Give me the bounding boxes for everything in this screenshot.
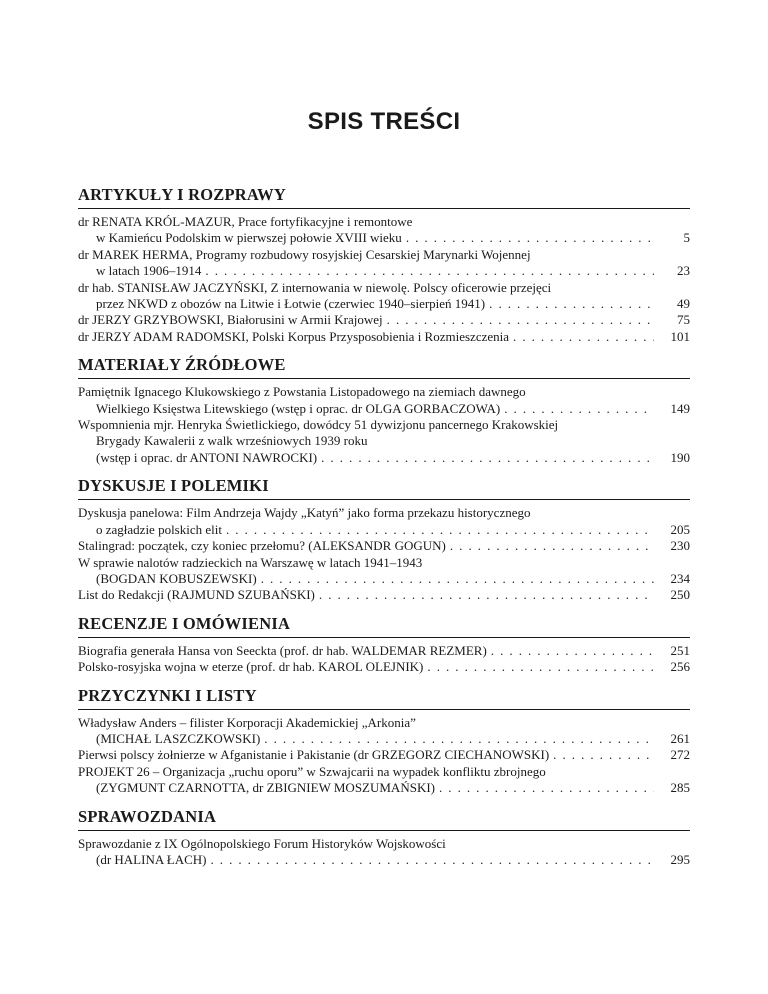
dot-leader [210, 852, 654, 868]
page-number: 250 [670, 587, 690, 603]
entry-title-line: Wspomnienia mjr. Henryka Świetlickiego, dowódcy 51 dywizjonu pancernego Krakowskiej [78, 417, 559, 433]
entry-title-line: W sprawie nalotów radzieckich na Warszawę w latach 1941–1943 [78, 554, 423, 570]
page-number: 101 [670, 328, 690, 344]
page-number: 5 [683, 230, 690, 246]
dot-leader [491, 643, 654, 659]
toc-entry[interactable] [78, 247, 690, 280]
entry-title-line: Stalingrad: początek, czy koniec przełomu? (ALEKSANDR GOGUN) [78, 538, 446, 554]
dot-leader [321, 450, 654, 466]
toc-section [78, 615, 690, 676]
section-heading: SPRAWOZDANIA [78, 808, 690, 831]
toc-entry[interactable] [78, 417, 690, 466]
page-number: 23 [677, 263, 690, 279]
dot-leader [439, 780, 654, 796]
toc-entry[interactable] [78, 312, 690, 328]
entry-title-line: dr MAREK HERMA, Programy rozbudowy rosyjskiej Cesarskiej Marynarki Wojennej [78, 246, 531, 262]
toc-entry[interactable] [78, 764, 690, 797]
section-heading: ARTYKUŁY I ROZPRAWY [78, 186, 690, 209]
dot-leader [504, 401, 654, 417]
entry-title-line: przez NKWD z obozów na Litwie i Łotwie (czerwiec 1940–sierpień 1941) [96, 296, 486, 312]
entry-title-line: w latach 1906–1914 [96, 263, 202, 279]
page-number: 285 [670, 780, 690, 796]
entry-title-line: w Kamieńcu Podolskim w pierwszej połowie XVIII wieku [96, 230, 402, 246]
entry-title-line: Polsko-rosyjska wojna w eterze (prof. dr hab. KAROL OLEJNIK) [78, 659, 424, 675]
entry-title-line: Władysław Anders – filister Korporacji Akademickiej „Arkonia” [78, 714, 416, 730]
dot-leader [387, 312, 654, 328]
dot-leader [513, 329, 654, 345]
toc-entry[interactable] [78, 505, 690, 538]
toc-entry[interactable] [78, 715, 690, 748]
dot-leader [450, 538, 654, 554]
toc-entry[interactable] [78, 836, 690, 869]
dot-leader [553, 747, 654, 763]
dot-leader [264, 731, 654, 747]
entry-title-line: Dyskusja panelowa: Film Andrzeja Wajdy „Katyń” jako forma przekazu historycznego [78, 505, 531, 521]
entry-title-line: PROJEKT 26 – Organizacja „ruchu oporu” w Szwajcarii na wypadek konfliktu zbrojnego [78, 763, 546, 779]
entry-title-line: (dr HALINA ŁACH) [96, 851, 207, 867]
entry-title-line: dr RENATA KRÓL-MAZUR, Prace fortyfikacyjne i remontowe [78, 214, 413, 229]
dot-leader [226, 522, 654, 538]
entry-title-line: Biografia generała Hansa von Seeckta (prof. dr hab. WALDEMAR REZMER) [78, 642, 487, 658]
toc-entry[interactable] [78, 659, 690, 675]
toc-section [78, 356, 690, 466]
entry-title-line: Sprawozdanie z IX Ogólnopolskiego Forum Historyków Wojskowości [78, 835, 446, 851]
dot-leader [427, 659, 654, 675]
entry-title-line: Wielkiego Księstwa Litewskiego (wstęp i oprac. dr OLGA GORBACZOWA) [96, 400, 501, 416]
entry-title-line: dr JERZY ADAM RADOMSKI, Polski Korpus Przysposobienia i Rozmieszczenia [78, 328, 510, 344]
entry-title-line: List do Redakcji (RAJMUND SZUBAŃSKI) [78, 587, 315, 603]
toc-entry[interactable] [78, 214, 690, 247]
entry-title-line: Brygady Kawalerii z walk wrześniowych 1939 roku [96, 433, 368, 449]
dot-leader [205, 263, 654, 279]
toc-entry[interactable] [78, 538, 690, 554]
dot-leader [261, 571, 654, 587]
entry-title-line: Pierwsi polscy żołnierze w Afganistanie i Pakistanie (dr GRZEGORZ CIECHANOWSKI) [78, 747, 550, 763]
section-heading: MATERIAŁY ŹRÓDŁOWE [78, 356, 690, 379]
page-title: SPIS TREŚCI [307, 108, 461, 135]
entry-title-line: dr hab. STANISŁAW JACZYŃSKI, Z internowania w niewolę. Polscy oficerowie przejęci [78, 279, 552, 295]
page-number: 251 [670, 642, 690, 658]
section-heading: RECENZJE I OMÓWIENIA [78, 615, 690, 638]
toc-entry[interactable] [78, 643, 690, 659]
entry-title-line: (ZYGMUNT CZARNOTTA, dr ZBIGNIEW MOSZUMAŃSKI) [96, 780, 435, 796]
page-number: 230 [670, 538, 690, 554]
page-number: 256 [670, 659, 690, 675]
toc-section [78, 477, 690, 603]
entry-title-line: dr JERZY GRZYBOWSKI, Białorusini w Armii Krajowej [78, 312, 383, 328]
toc-entry[interactable] [78, 329, 690, 345]
section-heading: PRZYCZYNKI I LISTY [78, 687, 690, 710]
toc-entry[interactable] [78, 555, 690, 588]
toc-entry[interactable] [78, 384, 690, 417]
page-number: 234 [670, 570, 690, 586]
toc-entry[interactable] [78, 280, 690, 313]
entry-title-line: Pamiętnik Ignacego Klukowskiego z Powstania Listopadowego na ziemiach dawnego [78, 384, 526, 400]
toc-section [78, 186, 690, 345]
page-number: 149 [670, 400, 690, 416]
table-of-contents [78, 186, 690, 879]
entry-title-line: (BOGDAN KOBUSZEWSKI) [96, 570, 257, 586]
entry-title-line: (MICHAŁ LASZCZKOWSKI) [96, 730, 261, 746]
dot-leader [319, 587, 654, 603]
entry-title-line: o zagładzie polskich elit [96, 521, 222, 537]
toc-entry[interactable] [78, 587, 690, 603]
toc-entry[interactable] [78, 747, 690, 763]
toc-section [78, 687, 690, 797]
page-number: 190 [670, 449, 690, 465]
entry-title-line: (wstęp i oprac. dr ANTONI NAWROCKI) [96, 449, 318, 465]
section-heading: DYSKUSJE I POLEMIKI [78, 477, 690, 500]
page-number: 49 [677, 296, 690, 312]
dot-leader [489, 296, 654, 312]
toc-section [78, 808, 690, 869]
page-number: 272 [670, 747, 690, 763]
page-number: 261 [670, 730, 690, 746]
page-number: 295 [670, 851, 690, 867]
page-number: 205 [670, 521, 690, 537]
dot-leader [406, 230, 654, 246]
page-number: 75 [677, 312, 690, 328]
